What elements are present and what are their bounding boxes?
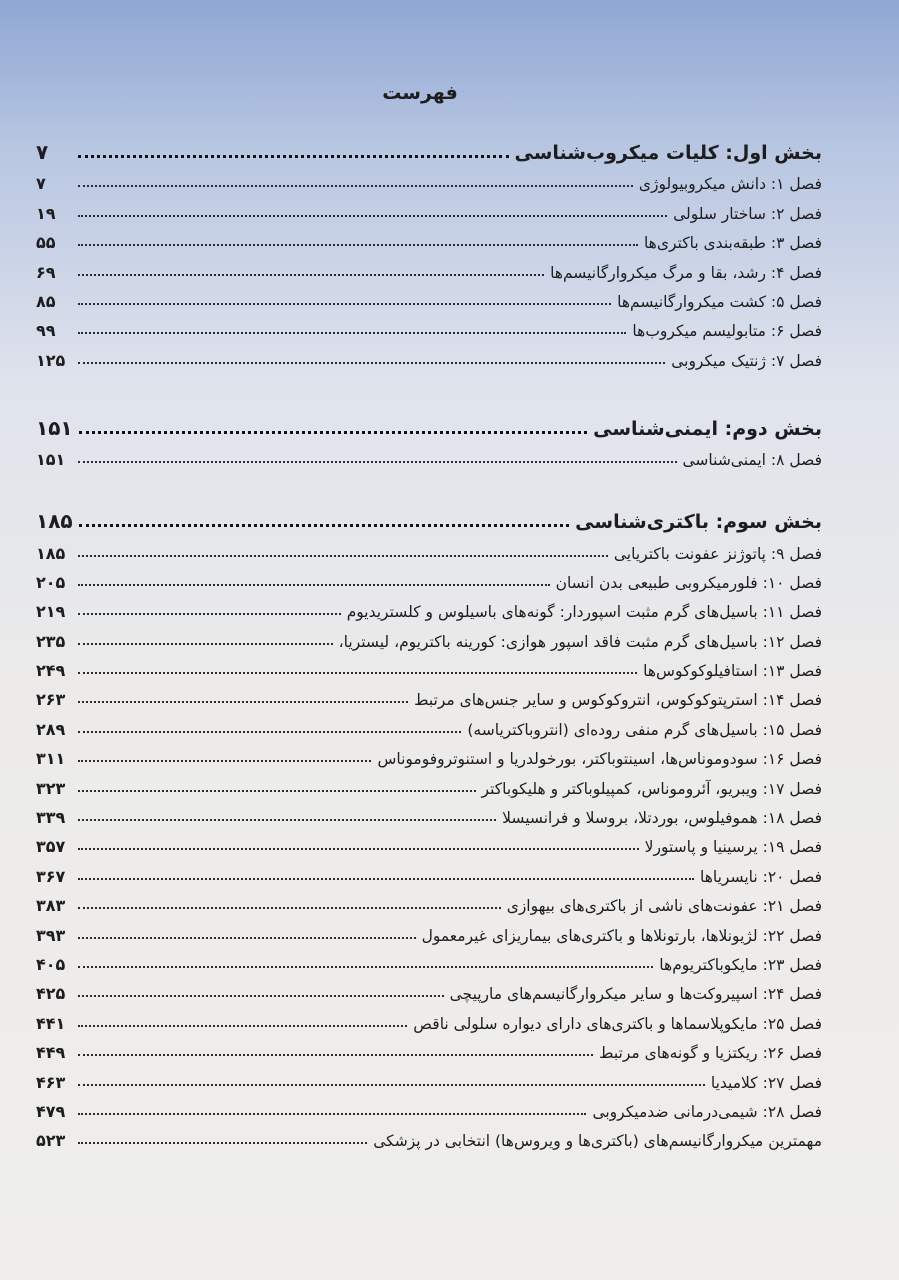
dot-leader xyxy=(78,643,333,645)
chapter-row xyxy=(36,533,822,562)
chapter-row xyxy=(36,621,822,650)
dot-leader xyxy=(78,613,341,615)
chapter-page-number: ۲۳۵ xyxy=(36,631,66,651)
dot-leader xyxy=(79,524,570,527)
dot-leader xyxy=(78,332,626,334)
chapter-row xyxy=(36,563,822,592)
chapter-row xyxy=(36,709,822,738)
chapter-page-number: ۳۹۳ xyxy=(36,925,66,945)
part-page-number: ۷ xyxy=(36,140,49,164)
chapter-title: فصل ۲۴: اسپیروکت‌ها و سایر میکروارگانیسم‌های مارپیچی xyxy=(449,985,822,1004)
chapter-row xyxy=(36,164,822,193)
dot-leader xyxy=(78,1142,367,1144)
dot-leader xyxy=(78,555,608,557)
chapter-page-number: ۵۲۳ xyxy=(36,1131,66,1151)
dot-leader xyxy=(78,819,496,821)
chapter-title: فصل ۱۴: استرپتوکوکوس، انتروکوکوس و سایر جنس‌های مرتبط xyxy=(414,691,822,710)
chapter-row xyxy=(36,768,822,797)
dot-leader xyxy=(79,431,588,434)
dot-leader xyxy=(78,1025,407,1027)
dot-leader xyxy=(78,1084,705,1086)
chapter-row xyxy=(36,311,822,340)
chapter-title: فصل ۲۳: مایکوباکتریوم‌ها xyxy=(659,955,822,974)
chapter-page-number: ۴۲۵ xyxy=(36,984,66,1004)
chapter-page-number: ۳۱۱ xyxy=(36,749,66,769)
dot-leader xyxy=(78,937,416,939)
chapter-title: فصل ۲۵: مایکوپلاسماها و باکتری‌های دارای دیواره سلولی ناقص xyxy=(413,1014,822,1033)
chapter-title: فصل ۷: ژنتیک میکروبی xyxy=(671,351,822,370)
chapter-page-number: ۲۰۵ xyxy=(36,572,66,592)
chapter-title: فصل ۱۲: باسیل‌های گرم مثبت فاقد اسپور هوازی: کورینه باکتریوم، لیستریا، xyxy=(338,632,822,651)
table-of-contents xyxy=(36,130,822,1150)
chapter-row xyxy=(36,282,822,311)
chapter-title: فصل ۱۳: استافیلوکوکوس‌ها xyxy=(643,662,822,681)
chapter-page-number: ۱۲۵ xyxy=(36,350,66,370)
part-heading-row xyxy=(36,130,822,164)
chapter-row xyxy=(36,739,822,768)
chapter-title: فصل ۱۵: باسیل‌های گرم منفی روده‌ای (انتروباکتریاسه) xyxy=(467,720,822,739)
chapter-page-number: ۲۴۹ xyxy=(36,661,66,681)
chapter-page-number: ۴۷۹ xyxy=(36,1101,66,1121)
chapter-title: فصل ۲۷: کلامیدیا xyxy=(710,1073,822,1092)
dot-leader xyxy=(78,701,408,703)
part-heading: بخش سوم: باکتری‌شناسی xyxy=(575,511,822,534)
chapter-page-number: ۷ xyxy=(36,174,46,194)
chapter-row xyxy=(36,193,822,222)
dot-leader xyxy=(78,907,501,909)
chapter-row xyxy=(36,1003,822,1032)
part-page-number: ۱۵۱ xyxy=(36,415,73,440)
chapter-title: فصل ۲۱: عفونت‌های ناشی از باکتری‌های بیهوازی xyxy=(506,897,822,916)
chapter-row xyxy=(36,827,822,856)
chapter-title: فصل ۳: طبقه‌بندی باکتری‌ها xyxy=(643,234,822,253)
dot-leader xyxy=(78,995,444,997)
chapter-page-number: ۱۸۵ xyxy=(36,543,66,563)
chapter-row xyxy=(36,915,822,944)
chapter-row xyxy=(36,945,822,974)
chapter-row xyxy=(36,651,822,680)
chapter-title: فصل ۶: متابولیسم میکروب‌ها xyxy=(632,322,822,341)
chapter-page-number: ۶۹ xyxy=(36,262,56,282)
chapter-page-number: ۱۹ xyxy=(36,203,56,223)
chapter-page-number: ۴۴۱ xyxy=(36,1013,66,1033)
chapter-title: فصل ۹: پاتوژنز عفونت باکتریایی xyxy=(613,544,822,563)
dot-leader xyxy=(78,303,611,305)
dot-leader xyxy=(78,362,665,364)
chapter-title: فصل ۱۶: سودوموناس‌ها، اسینتوباکتر، بورخولدریا و استنوتروفوموناس xyxy=(377,750,822,769)
chapter-row xyxy=(36,974,822,1003)
chapter-row xyxy=(36,592,822,621)
dot-leader xyxy=(78,878,694,880)
dot-leader xyxy=(78,584,550,586)
chapter-page-number: ۳۲۳ xyxy=(36,778,66,798)
chapter-title: فصل ۲۸: شیمی‌درمانی ضدمیکروبی xyxy=(592,1102,822,1121)
chapter-row xyxy=(36,340,822,369)
chapter-page-number: ۲۶۳ xyxy=(36,690,66,710)
chapter-title: فصل ۲۲: لژیونلاها، بارتونلاها و باکتری‌های بیماریزای غیرمعمول xyxy=(421,926,822,945)
chapter-page-number: ۳۵۷ xyxy=(36,837,66,857)
chapter-page-number: ۱۵۱ xyxy=(36,450,66,470)
part-heading: بخش دوم: ایمنی‌شناسی xyxy=(593,417,822,440)
chapter-page-number: ۳۸۳ xyxy=(36,896,66,916)
part-heading: بخش اول: کلیات میکروب‌شناسی xyxy=(514,142,822,164)
chapter-row xyxy=(36,1033,822,1062)
chapter-title: فصل ۲۰: نایسریاها xyxy=(700,867,822,886)
dot-leader xyxy=(78,244,638,246)
chapter-title: فصل ۲۶: ریکتزیا و گونه‌های مرتبط xyxy=(599,1044,822,1063)
chapter-row xyxy=(36,252,822,281)
part-page-number: ۱۸۵ xyxy=(36,509,73,534)
chapter-row xyxy=(36,223,822,252)
chapter-row xyxy=(36,856,822,885)
chapter-page-number: ۲۱۹ xyxy=(36,602,66,622)
chapter-title: فصل ۱۸: هموفیلوس، بوردتلا، بروسلا و فرانسیسلا xyxy=(502,809,822,828)
chapter-page-number: ۹۹ xyxy=(36,321,56,341)
chapter-row xyxy=(36,440,822,469)
dot-leader xyxy=(78,155,509,158)
chapter-title: فصل ۵: کشت میکروارگانیسم‌ها xyxy=(617,292,822,311)
chapter-row xyxy=(36,1062,822,1091)
dot-leader xyxy=(78,848,639,850)
chapter-page-number: ۴۶۳ xyxy=(36,1072,66,1092)
chapter-page-number: ۲۸۹ xyxy=(36,719,66,739)
chapter-page-number: ۸۵ xyxy=(36,291,56,311)
chapter-title: فصل ۱۷: ویبریو، آئروموناس، کمپیلوباکتر و هلیکوباکتر xyxy=(481,779,822,798)
chapter-page-number: ۳۶۷ xyxy=(36,866,66,886)
dot-leader xyxy=(78,1054,593,1056)
chapter-row xyxy=(36,1092,822,1121)
chapter-title: فصل ۸: ایمنی‌شناسی xyxy=(682,451,822,470)
chapter-title: فصل ۲: ساختار سلولی xyxy=(673,204,822,223)
chapter-row xyxy=(36,1121,822,1150)
dot-leader xyxy=(78,731,461,733)
dot-leader xyxy=(78,966,653,968)
chapter-title: فصل ۱۹: یرسینیا و پاستورلا xyxy=(644,838,822,857)
chapter-row xyxy=(36,886,822,915)
chapter-page-number: ۳۳۹ xyxy=(36,808,66,828)
dot-leader xyxy=(78,461,677,463)
chapter-title: فصل ۱۱: باسیل‌های گرم مثبت اسپوردار: گونه‌های باسیلوس و کلستریدیوم xyxy=(346,603,822,622)
page-title: فهرست xyxy=(382,82,458,104)
chapter-row xyxy=(36,798,822,827)
chapter-page-number: ۴۰۵ xyxy=(36,954,66,974)
part-heading-row xyxy=(36,406,822,440)
chapter-title: فصل ۱۰: فلورمیکروبی طبیعی بدن انسان xyxy=(555,573,822,592)
dot-leader xyxy=(78,215,667,217)
chapter-title: مهمترین میکروارگانیسم‌های (باکتری‌ها و ویروس‌ها) انتخابی در پزشکی xyxy=(373,1132,822,1151)
dot-leader xyxy=(78,790,476,792)
chapter-page-number: ۵۵ xyxy=(36,233,56,253)
dot-leader xyxy=(78,672,637,674)
part-heading-row xyxy=(36,499,822,533)
chapter-title: فصل ۱: دانش میکروبیولوژی xyxy=(638,175,822,194)
dot-leader xyxy=(78,760,371,762)
chapter-row xyxy=(36,680,822,709)
dot-leader xyxy=(78,274,544,276)
dot-leader xyxy=(78,185,633,187)
chapter-page-number: ۴۴۹ xyxy=(36,1043,66,1063)
dot-leader xyxy=(78,1113,586,1115)
chapter-title: فصل ۴: رشد، بقا و مرگ میکروارگانیسم‌ها xyxy=(550,263,822,282)
